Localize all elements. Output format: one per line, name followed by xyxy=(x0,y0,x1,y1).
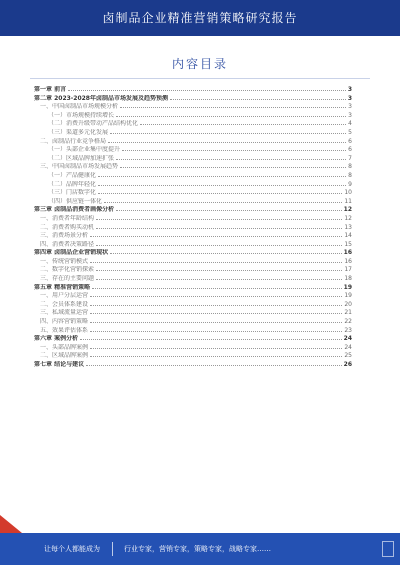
toc-entry-page: 8 xyxy=(348,171,352,179)
footer-bar xyxy=(0,533,400,565)
toc-entry-page: 13 xyxy=(344,223,352,231)
toc-leader-dots xyxy=(96,279,342,280)
toc-entry[interactable] xyxy=(34,352,352,361)
toc-entry-page: 23 xyxy=(344,326,352,334)
toc-entry-page: 19 xyxy=(344,292,352,300)
toc-entry-label: （三）渠道多元化发展 xyxy=(48,128,109,136)
toc-entry-label: （二）品牌年轻化 xyxy=(48,180,97,188)
heading-divider xyxy=(30,78,370,79)
toc-leader-dots xyxy=(90,236,342,237)
toc-leader-dots xyxy=(110,253,342,254)
footer-slogan: 让每个人都能成为 xyxy=(44,545,100,553)
table-of-contents xyxy=(34,86,352,370)
toc-entry-label: （二）区域品牌加速扩张 xyxy=(48,154,115,162)
toc-leader-dots xyxy=(96,245,342,246)
toc-entry-page: 8 xyxy=(348,163,352,171)
toc-entry-label: （四）供应链一体化 xyxy=(48,197,103,205)
toc-entry-label: 三、存在的主要问题 xyxy=(40,275,95,283)
toc-entry-label: 第三章 卤制品消费者画像分析 xyxy=(34,206,115,214)
toc-leader-dots xyxy=(116,210,342,211)
toc-entry-label: 第四章 卤制品企业营销现状 xyxy=(34,249,109,257)
toc-leader-dots xyxy=(110,133,346,134)
toc-entry[interactable] xyxy=(34,258,352,267)
toc-entry-page: 24 xyxy=(344,343,352,351)
toc-entry-page: 7 xyxy=(348,154,352,162)
toc-entry[interactable] xyxy=(34,95,352,104)
toc-entry[interactable] xyxy=(34,146,352,155)
toc-entry-page: 4 xyxy=(348,120,352,128)
toc-entry-label: 二、区域品牌案例 xyxy=(40,352,89,360)
toc-entry-page: 6 xyxy=(348,146,352,154)
toc-entry-label: 二、卤制品行业竞争格局 xyxy=(40,137,107,145)
toc-leader-dots xyxy=(98,185,346,186)
toc-entry[interactable] xyxy=(34,249,352,258)
toc-entry-page: 16 xyxy=(343,249,352,257)
toc-leader-dots xyxy=(80,339,342,340)
toc-entry-label: 四、内容营销策略 xyxy=(40,318,89,326)
toc-leader-dots xyxy=(116,116,346,117)
footer-tagline: 行业专家，营销专家，策略专家，战略专家…… xyxy=(124,545,271,553)
toc-entry-label: （三）门店数字化 xyxy=(48,189,97,197)
toc-entry-page: 6 xyxy=(348,137,352,145)
toc-entry[interactable] xyxy=(34,120,352,129)
toc-leader-dots xyxy=(90,313,342,314)
toc-entry-label: 一、头部品牌案例 xyxy=(40,343,89,351)
toc-entry[interactable] xyxy=(34,112,352,121)
toc-entry-page: 17 xyxy=(344,266,352,274)
toc-leader-dots xyxy=(98,193,342,194)
toc-entry-label: （一）市场规模持续增长 xyxy=(48,111,115,119)
toc-leader-dots xyxy=(96,270,342,271)
toc-entry[interactable] xyxy=(34,163,352,172)
toc-leader-dots xyxy=(120,167,346,168)
toc-leader-dots xyxy=(90,348,342,349)
toc-entry[interactable] xyxy=(34,189,352,198)
toc-entry-page: 22 xyxy=(344,318,352,326)
toc-entry-label: （二）消费升级带动产品结构优化 xyxy=(48,120,139,128)
toc-entry-label: 二、消费者购买动机 xyxy=(40,223,95,231)
toc-entry[interactable] xyxy=(34,155,352,164)
toc-entry-label: 四、消费者决策路径 xyxy=(40,240,95,248)
toc-entry[interactable] xyxy=(34,232,352,241)
toc-entry-label: 三、中国卤制品市场发展趋势 xyxy=(40,163,119,171)
toc-leader-dots xyxy=(122,150,346,151)
toc-entry[interactable] xyxy=(34,103,352,112)
toc-entry[interactable] xyxy=(34,206,352,215)
toc-entry-page: 3 xyxy=(348,103,352,111)
toc-entry-page: 26 xyxy=(343,361,352,368)
toc-leader-dots xyxy=(170,99,346,100)
toc-entry[interactable] xyxy=(34,327,352,336)
toc-entry-page: 25 xyxy=(344,352,352,360)
toc-entry-page: 11 xyxy=(344,197,352,205)
brand-logo-icon xyxy=(382,541,394,557)
toc-leader-dots xyxy=(90,305,342,306)
toc-heading: 内容目录 xyxy=(171,57,228,71)
toc-entry[interactable] xyxy=(34,335,352,344)
toc-entry-label: 五、效果评估体系 xyxy=(40,326,89,334)
toc-entry-label: 第五章 精准营销策略 xyxy=(34,283,91,291)
toc-entry-page: 3 xyxy=(347,86,352,93)
toc-leader-dots xyxy=(140,124,346,125)
toc-entry-page: 3 xyxy=(348,111,352,119)
toc-entry-page: 15 xyxy=(344,240,352,248)
toc-leader-dots xyxy=(120,107,346,108)
toc-leader-dots xyxy=(104,202,342,203)
toc-leader-dots xyxy=(86,365,342,366)
toc-entry-label: （一）头部企业集中度提升 xyxy=(48,146,121,154)
toc-leader-dots xyxy=(90,331,342,332)
toc-entry[interactable] xyxy=(34,292,352,301)
toc-entry-label: 一、用户分层运营 xyxy=(40,292,89,300)
toc-entry-label: 第七章 结论与建议 xyxy=(34,361,85,368)
toc-entry-label: 第一章 前言 xyxy=(34,86,67,93)
toc-entry-label: 第六章 案例分析 xyxy=(34,335,79,343)
toc-entry-page: 9 xyxy=(348,180,352,188)
header-bar xyxy=(0,0,400,36)
toc-entry-label: 一、中国卤制品市场规模分析 xyxy=(40,103,119,111)
toc-entry[interactable] xyxy=(34,172,352,181)
toc-entry-label: 二、数字化营销探索 xyxy=(40,266,95,274)
toc-leader-dots xyxy=(98,176,346,177)
toc-entry[interactable] xyxy=(34,275,352,284)
toc-entry-page: 12 xyxy=(344,214,352,222)
toc-entry[interactable] xyxy=(34,241,352,250)
toc-entry-label: 三、消费场景分析 xyxy=(40,232,89,240)
toc-leader-dots xyxy=(96,219,342,220)
toc-entry-page: 20 xyxy=(344,300,352,308)
toc-entry[interactable] xyxy=(34,318,352,327)
toc-entry[interactable] xyxy=(34,266,352,275)
toc-entry[interactable] xyxy=(34,86,352,95)
toc-entry-label: 第二章 2023-2028年卤制品市场发展及趋势预测 xyxy=(34,94,168,102)
toc-leader-dots xyxy=(92,288,342,289)
toc-entry[interactable] xyxy=(34,215,352,224)
toc-leader-dots xyxy=(90,296,342,297)
toc-entry-page: 14 xyxy=(344,232,352,240)
toc-entry[interactable] xyxy=(34,138,352,147)
toc-entry-page: 3 xyxy=(347,94,352,102)
toc-entry-page: 19 xyxy=(343,283,352,291)
toc-entry[interactable] xyxy=(34,284,352,293)
toc-entry-page: 10 xyxy=(344,189,352,197)
toc-entry[interactable] xyxy=(34,198,352,207)
corner-accent xyxy=(0,515,22,533)
footer-divider xyxy=(112,542,113,556)
toc-leader-dots xyxy=(108,142,346,143)
toc-entry-page: 21 xyxy=(344,309,352,317)
toc-leader-dots xyxy=(116,159,346,160)
report-title: 卤制品企业精准营销策略研究报告 xyxy=(102,11,298,25)
toc-entry[interactable] xyxy=(34,129,352,138)
toc-leader-dots xyxy=(90,322,342,323)
toc-entry-page: 16 xyxy=(344,257,352,265)
toc-entry[interactable] xyxy=(34,224,352,233)
toc-leader-dots xyxy=(90,262,342,263)
toc-entry-label: 一、传统营销模式 xyxy=(40,257,89,265)
toc-entry-page: 24 xyxy=(343,335,352,343)
toc-entry[interactable] xyxy=(34,344,352,353)
toc-entry[interactable] xyxy=(34,301,352,310)
toc-entry-page: 12 xyxy=(343,206,352,214)
toc-leader-dots xyxy=(90,356,342,357)
toc-entry[interactable] xyxy=(34,361,352,370)
toc-entry-page: 5 xyxy=(348,128,352,136)
toc-entry-label: 一、消费者年龄结构 xyxy=(40,214,95,222)
toc-leader-dots xyxy=(96,228,342,229)
toc-entry-label: 三、私域流量运营 xyxy=(40,309,89,317)
toc-entry[interactable] xyxy=(34,309,352,318)
toc-entry-label: 二、会员体系建设 xyxy=(40,300,89,308)
toc-entry[interactable] xyxy=(34,181,352,190)
toc-leader-dots xyxy=(68,90,346,91)
toc-entry-page: 18 xyxy=(344,275,352,283)
toc-entry-label: （一）产品健康化 xyxy=(48,171,97,179)
